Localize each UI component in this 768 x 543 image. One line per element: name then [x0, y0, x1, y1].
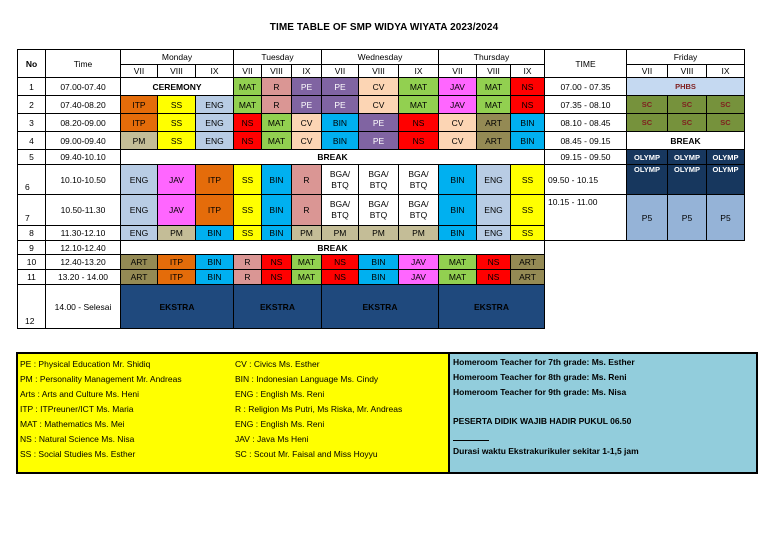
ekstra-cell: EKSTRA	[234, 285, 322, 329]
subject-cv: CV	[439, 114, 477, 132]
subject-eng: ENG	[477, 165, 511, 195]
break-cell: BREAK	[121, 241, 545, 255]
subject-mat: MAT	[262, 114, 292, 132]
subject-pm: PM	[322, 226, 359, 241]
row-time: 07.00-07.40	[46, 78, 121, 96]
row-number: 8	[18, 226, 46, 241]
subject-eng: ENG	[121, 226, 158, 241]
ekstra-duration-note: Durasi waktu Ekstrakurikuler sekitar 1-1,5 jam	[453, 446, 639, 456]
subject-art: ART	[121, 255, 158, 270]
row-time: 09.40-10.10	[46, 150, 121, 165]
row-time: 12.40-13.20	[46, 255, 121, 270]
subject-mat: MAT	[399, 78, 439, 96]
subject-mat: MAT	[234, 96, 262, 114]
subject-bin: BIN	[439, 195, 477, 226]
grade-header-vii: VII	[121, 65, 158, 78]
row-time: 08.20-09.00	[46, 114, 121, 132]
subject-eng: ENG	[196, 132, 234, 150]
legend-item: JAV : Java Ms Heni	[235, 434, 309, 444]
legend	[16, 352, 758, 474]
subject-ns: NS	[262, 255, 292, 270]
grade-header-vii: VII	[322, 65, 359, 78]
subject-jav: JAV	[158, 195, 196, 226]
scout-cell: SC	[707, 114, 745, 132]
subject-legend	[18, 354, 450, 472]
subject-ns: NS	[477, 270, 511, 285]
subject-eng: ENG	[196, 96, 234, 114]
olymp-cell: OLYMP	[707, 150, 745, 165]
phbs-cell: PHBS	[627, 78, 745, 96]
subject-ns: NS	[399, 114, 439, 132]
subject-bin: BIN	[262, 165, 292, 195]
subject-r: R	[262, 78, 292, 96]
subject-eng: ENG	[196, 114, 234, 132]
olymp-cell: OLYMP	[707, 165, 745, 195]
subject-cv: CV	[359, 78, 399, 96]
subject-bin: BIN	[196, 270, 234, 285]
subject-bin: BIN	[196, 226, 234, 241]
subject-pe: PE	[322, 78, 359, 96]
legend-item: PE : Physical Education Mr. Shidiq	[20, 359, 151, 369]
scout-cell: SC	[627, 96, 668, 114]
subject-itp: ITP	[158, 255, 196, 270]
subject-bga-btq: BGA/ BTQ	[359, 195, 399, 226]
friday-time: 09.15 - 09.50	[545, 150, 627, 165]
subject-bin: BIN	[511, 132, 545, 150]
row-number: 10	[18, 255, 46, 270]
subject-bga-btq: BGA/ BTQ	[399, 195, 439, 226]
subject-ss: SS	[158, 132, 196, 150]
row-time: 14.00 - Selesai	[46, 285, 121, 329]
subject-mat: MAT	[477, 78, 511, 96]
subject-mat: MAT	[439, 270, 477, 285]
row-time: 10.10-10.50	[46, 165, 121, 195]
grade-header-viii: VIII	[158, 65, 196, 78]
header-monday: Monday	[121, 50, 234, 65]
subject-r: R	[234, 255, 262, 270]
divider	[453, 440, 489, 441]
grade-header-viii: VIII	[477, 65, 511, 78]
subject-ns: NS	[322, 255, 359, 270]
subject-itp: ITP	[196, 195, 234, 226]
subject-cv: CV	[292, 114, 322, 132]
subject-itp: ITP	[196, 165, 234, 195]
subject-itp: ITP	[121, 96, 158, 114]
subject-itp: ITP	[158, 270, 196, 285]
legend-item: R : Religion Ms Putri, Ms Riska, Mr. Andreas	[235, 404, 403, 414]
row-number: 6	[18, 165, 46, 195]
legend-item: BIN : Indonesian Language Ms. Cindy	[235, 374, 379, 384]
header-time-friday: TIME	[545, 50, 627, 78]
legend-item: NS : Natural Science Ms. Nisa	[20, 434, 135, 444]
subject-pm: PM	[292, 226, 322, 241]
subject-pm: PM	[399, 226, 439, 241]
subject-mat: MAT	[399, 96, 439, 114]
attendance-note: PESERTA DIDIK WAJIB HADIR PUKUL 06.50	[453, 416, 632, 426]
subject-art: ART	[511, 270, 545, 285]
timetable	[17, 49, 745, 329]
friday-time: 09.50 - 10.15	[545, 165, 627, 195]
olymp-cell: OLYMP	[668, 165, 707, 195]
subject-pm: PM	[158, 226, 196, 241]
olymp-cell: OLYMP	[668, 150, 707, 165]
row-time: 09.00-09.40	[46, 132, 121, 150]
legend-item: MAT : Mathematics Ms. Mei	[20, 419, 125, 429]
grade-header-vii: VII	[627, 65, 668, 78]
friday-time: 07.35 - 08.10	[545, 96, 627, 114]
subject-ss: SS	[234, 165, 262, 195]
subject-itp: ITP	[121, 114, 158, 132]
subject-mat: MAT	[292, 255, 322, 270]
subject-eng: ENG	[477, 226, 511, 241]
subject-bga-btq: BGA/ BTQ	[322, 165, 359, 195]
header-wednesday: Wednesday	[322, 50, 439, 65]
subject-ss: SS	[158, 96, 196, 114]
subject-bin: BIN	[322, 114, 359, 132]
subject-art: ART	[477, 114, 511, 132]
subject-pe: PE	[359, 132, 399, 150]
subject-bin: BIN	[439, 165, 477, 195]
grade-header-ix: IX	[196, 65, 234, 78]
subject-bga-btq: BGA/ BTQ	[399, 165, 439, 195]
friday-time: 08.10 - 08.45	[545, 114, 627, 132]
header-tuesday: Tuesday	[234, 50, 322, 65]
subject-ss: SS	[511, 226, 545, 241]
subject-art: ART	[477, 132, 511, 150]
subject-cv: CV	[359, 96, 399, 114]
subject-pm: PM	[359, 226, 399, 241]
header-time: Time	[46, 50, 121, 78]
subject-mat: MAT	[439, 255, 477, 270]
subject-bga-btq: BGA/ BTQ	[359, 165, 399, 195]
subject-pe: PE	[359, 114, 399, 132]
row-number: 11	[18, 270, 46, 285]
scout-cell: SC	[668, 96, 707, 114]
grade-header-ix: IX	[511, 65, 545, 78]
subject-ns: NS	[399, 132, 439, 150]
homeroom-7: Homeroom Teacher for 7th grade: Ms. Esther	[453, 357, 635, 367]
subject-ns: NS	[234, 114, 262, 132]
grade-header-ix: IX	[399, 65, 439, 78]
subject-mat: MAT	[262, 132, 292, 150]
ceremony-cell: CEREMONY	[121, 78, 234, 96]
p5-cell: P5	[627, 195, 668, 241]
ekstra-cell: EKSTRA	[121, 285, 234, 329]
subject-bin: BIN	[359, 255, 399, 270]
subject-mat: MAT	[292, 270, 322, 285]
row-number: 1	[18, 78, 46, 96]
subject-bin: BIN	[439, 226, 477, 241]
subject-bin: BIN	[262, 226, 292, 241]
header-no: No	[18, 50, 46, 78]
friday-break-cell: BREAK	[627, 132, 745, 150]
subject-eng: ENG	[121, 195, 158, 226]
subject-jav: JAV	[399, 255, 439, 270]
subject-r: R	[234, 270, 262, 285]
grade-header-viii: VIII	[668, 65, 707, 78]
header-friday: Friday	[627, 50, 745, 65]
row-number: 7	[18, 195, 46, 226]
subject-jav: JAV	[399, 270, 439, 285]
subject-ss: SS	[511, 165, 545, 195]
grade-header-ix: IX	[292, 65, 322, 78]
subject-ns: NS	[511, 78, 545, 96]
p5-cell: P5	[707, 195, 745, 241]
subject-ss: SS	[511, 195, 545, 226]
ekstra-cell: EKSTRA	[439, 285, 545, 329]
friday-time: 08.45 - 09.15	[545, 132, 627, 150]
subject-mat: MAT	[234, 78, 262, 96]
scout-cell: SC	[627, 114, 668, 132]
homeroom-8: Homeroom Teacher for 8th grade: Ms. Reni	[453, 372, 627, 382]
grade-header-ix: IX	[707, 65, 745, 78]
subject-bin: BIN	[322, 132, 359, 150]
subject-pe: PE	[292, 96, 322, 114]
subject-ss: SS	[158, 114, 196, 132]
subject-jav: JAV	[439, 96, 477, 114]
page-title: TIME TABLE OF SMP WIDYA WIYATA 2023/2024	[269, 22, 499, 33]
subject-art: ART	[121, 270, 158, 285]
legend-item: SS : Social Studies Ms. Esther	[20, 449, 136, 459]
header-thursday: Thursday	[439, 50, 545, 65]
row-number: 9	[18, 241, 46, 255]
legend-item: CV : Civics Ms. Esther	[235, 359, 320, 369]
friday-time: 10.15 - 11.00	[545, 195, 627, 241]
grade-header-viii: VIII	[359, 65, 399, 78]
subject-ss: SS	[234, 195, 262, 226]
subject-pm: PM	[121, 132, 158, 150]
row-time: 11.30-12.10	[46, 226, 121, 241]
subject-r: R	[262, 96, 292, 114]
ekstra-cell: EKSTRA	[322, 285, 439, 329]
row-number: 2	[18, 96, 46, 114]
row-time: 10.50-11.30	[46, 195, 121, 226]
subject-bga-btq: BGA/ BTQ	[322, 195, 359, 226]
homeroom-9: Homeroom Teacher for 9th grade: Ms. Nisa	[453, 387, 627, 397]
p5-cell: P5	[668, 195, 707, 241]
subject-ns: NS	[262, 270, 292, 285]
legend-item: ITP : ITPreuner/ICT Ms. Maria	[20, 404, 134, 414]
legend-item: ENG : English Ms. Reni	[235, 419, 325, 429]
subject-mat: MAT	[477, 96, 511, 114]
subject-pe: PE	[322, 96, 359, 114]
subject-art: ART	[511, 255, 545, 270]
subject-eng: ENG	[121, 165, 158, 195]
subject-cv: CV	[439, 132, 477, 150]
subject-bin: BIN	[196, 255, 234, 270]
grade-header-viii: VIII	[262, 65, 292, 78]
subject-eng: ENG	[477, 195, 511, 226]
olymp-cell: OLYMP	[627, 150, 668, 165]
subject-ss: SS	[234, 226, 262, 241]
subject-ns: NS	[234, 132, 262, 150]
row-number: 4	[18, 132, 46, 150]
notes-panel	[450, 354, 756, 472]
legend-item: PM : Personality Management Mr. Andreas	[20, 374, 182, 384]
subject-ns: NS	[511, 96, 545, 114]
scout-cell: SC	[707, 96, 745, 114]
row-number: 3	[18, 114, 46, 132]
row-time: 07.40-08.20	[46, 96, 121, 114]
subject-cv: CV	[292, 132, 322, 150]
subject-r: R	[292, 195, 322, 226]
grade-header-vii: VII	[234, 65, 262, 78]
subject-bin: BIN	[359, 270, 399, 285]
subject-bin: BIN	[262, 195, 292, 226]
break-cell: BREAK	[121, 150, 545, 165]
legend-item: ENG : English Ms. Reni	[235, 389, 325, 399]
subject-jav: JAV	[158, 165, 196, 195]
olymp-cell: OLYMP	[627, 165, 668, 195]
legend-item: Arts : Arts and Culture Ms. Heni	[20, 389, 140, 399]
subject-jav: JAV	[439, 78, 477, 96]
grade-header-vii: VII	[439, 65, 477, 78]
row-number: 12	[18, 285, 46, 329]
subject-bin: BIN	[511, 114, 545, 132]
subject-pe: PE	[292, 78, 322, 96]
subject-r: R	[292, 165, 322, 195]
row-time: 12.10-12.40	[46, 241, 121, 255]
scout-cell: SC	[668, 114, 707, 132]
legend-item: SC : Scout Mr. Faisal and Miss Hoyyu	[235, 449, 378, 459]
subject-ns: NS	[477, 255, 511, 270]
subject-ns: NS	[322, 270, 359, 285]
row-number: 5	[18, 150, 46, 165]
row-time: 13.20 - 14.00	[46, 270, 121, 285]
friday-time: 07.00 - 07.35	[545, 78, 627, 96]
